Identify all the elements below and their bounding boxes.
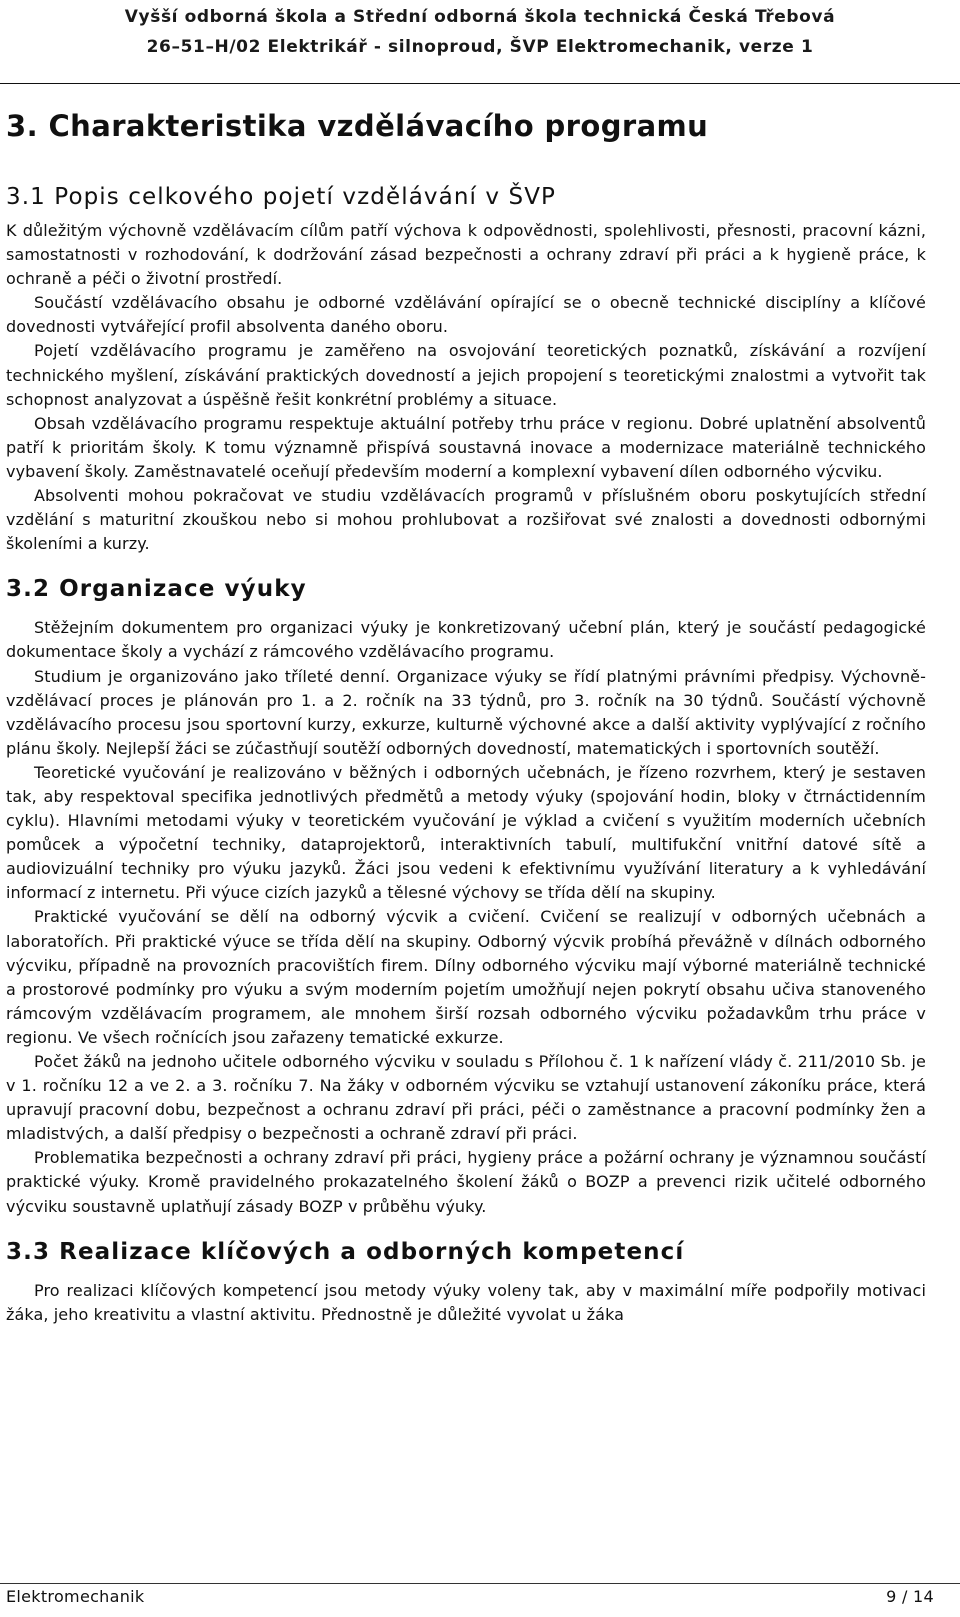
paragraph: Studium je organizováno jako tříleté denní. Organizace výuky se řídí platnými právními předpisy. Výchovně-vzdělávací proces je plánován pro 1. a 2. ročník na 33 týdnů, pro 3. ročník na 30 týdnů. Součástí výchovně vzdělávacího procesu jsou sportovní kurzy, exkurze, kulturně výchovné akce a další aktivity vyplývající z ročního plánu školy. Nejlepší žáci se zúčastňují soutěží odborných dovedností, matematických i sportovních soutěží. xyxy=(6,666,926,758)
document-body xyxy=(6,108,926,1327)
paragraph: K důležitým výchovně vzdělávacím cílům patří výchova k odpovědnosti, spolehlivosti, přesnosti, pracovní kázni, samostatnosti v rozhodování, k dodržování zásad bezpečnosti a ochrany zdraví při práci a k hygieně práce, k ochraně a péči o životní prostředí. xyxy=(6,221,926,289)
header-divider xyxy=(0,83,960,84)
paragraph: Pojetí vzdělávacího programu je zaměřeno na osvojování teoretických poznatků, získávání a rozvíjení technického myšlení, získávání praktických dovedností a jejich propojení s teoretickými znalostmi a vytvořit tak schopnost analyzovat a úspěšně řešit konkrétní problémy a situace. xyxy=(6,341,926,409)
section-heading-3-2: 3.2 Organizace výuky xyxy=(6,576,307,603)
paragraph: Součástí vzdělávacího obsahu je odborné vzdělávání opírající se o obecně technické disciplíny a klíčové dovednosti vytvářející profil absolventa daného oboru. xyxy=(6,293,926,337)
paragraph: Počet žáků na jednoho učitele odborného výcviku v souladu s Přílohou č. 1 k nařízení vlády č. 211/2010 Sb. je v 1. ročníku 12 a ve 2. a 3. ročníku 7. Na žáky v odborném výcviku se vztahují ustanovení zákoníku práce, která upravují pracovní dobu, bezpečnost a ochranu zdraví při práci, péči o zaměstnance a pracovní podmínky žen a mladistvých, a další předpisy o bezpečnosti a ochraně zdraví při práci. xyxy=(6,1052,926,1144)
program-name: 26–51–H/02 Elektrikář - silnoproud, ŠVP Elektromechanik, verze 1 xyxy=(146,37,814,57)
paragraph: Obsah vzdělávacího programu respektuje aktuální potřeby trhu práce v regionu. Dobré uplatnění absolventů patří k prioritám školy. K tomu významně přispívá soustavná inovace a modernizace materiálně technického vybavení školy. Zaměstnavatelé oceňují především moderní a komplexní vybavení dílen odborného výcviku. xyxy=(6,413,926,481)
paragraph: Praktické vyučování se dělí na odborný výcvik a cvičení. Cvičení se realizují v odborných učebnách a laboratořích. Při praktické výuce se třída dělí na skupiny. Odborný výcvik probíhá převážně v dílnách odborného výcviku, případně na provozních pracovištích firem. Dílny odborného výcviku mají výborné materiálně technické a prostorové podmínky pro výuku a svým moderním pojetím umožňují nejen pokrytí obsahu učiva stanoveného rámcovým vzdělávacím programem, ale mnohem širší rozsah odborného výcviku požadavkům trhu práce v regionu. Ve všech ročnících jsou zařazeny tematické exkurze. xyxy=(6,907,926,1047)
paragraph: Pro realizaci klíčových kompetencí jsou metody výuky voleny tak, aby v maximální míře podpořily motivaci žáka, jeho kreativitu a vlastní aktivitu. Přednostně je důležité vyvolat u žáka xyxy=(6,1280,926,1324)
page-number: 9 / 14 xyxy=(886,1587,934,1606)
footer-program: Elektromechanik xyxy=(6,1587,145,1606)
school-name: Vyšší odborná škola a Střední odborná škola technická Česká Třebová xyxy=(124,7,836,27)
chapter-title: 3. Charakteristika vzdělávacího programu xyxy=(6,109,709,143)
paragraph: Stěžejním dokumentem pro organizaci výuky je konkretizovaný učební plán, který je součástí pedagogické dokumentace školy a vychází z rámcového vzdělávacího programu. xyxy=(6,618,926,662)
page-footer xyxy=(6,1587,934,1606)
page-header xyxy=(0,0,960,62)
section-heading-3-3: 3.3 Realizace klíčových a odborných kompetencí xyxy=(6,1238,685,1265)
paragraph: Absolventi mohou pokračovat ve studiu vzdělávacích programů v příslušném oboru poskytujících střední vzdělání s maturitní zkouškou nebo si mohou prohlubovat a rozšiřovat své znalosti a dovednosti odbornými školeními a kurzy. xyxy=(6,486,926,554)
paragraph: Teoretické vyučování je realizováno v běžných i odborných učebnách, je řízeno rozvrhem, který je sestaven tak, aby respektoval specifika jednotlivých předmětů a metody výuky (spojování hodin, bloky v čtrnáctidenním cyklu). Hlavními metodami výuky v teoretickém vyučování je výklad a cvičení s využitím moderních učebních pomůcek a výpočetní techniky, dataprojektorů, interaktivních tabulí, multifukční vnitřní datové sítě a audiovizuální techniky pro výuku jazyků. Žáci jsou vedeni k efektivnímu využívání literatury a k vyhledávání informací z internetu. Při výuce cizích jazyků a tělesné výchovy se třída dělí na skupiny. xyxy=(6,762,926,903)
footer-divider xyxy=(0,1583,960,1584)
paragraph: Problematika bezpečnosti a ochrany zdraví při práci, hygieny práce a požární ochrany je významnou součástí praktické výuky. Kromě pravidelného prokazatelného školení žáků o BOZP a prevenci rizik učitelé odborného výcviku soustavně uplatňují zásady BOZP v průběhu výuky. xyxy=(6,1148,926,1216)
section-heading-3-1: 3.1 Popis celkového pojetí vzdělávání v ŠVP xyxy=(6,184,557,210)
